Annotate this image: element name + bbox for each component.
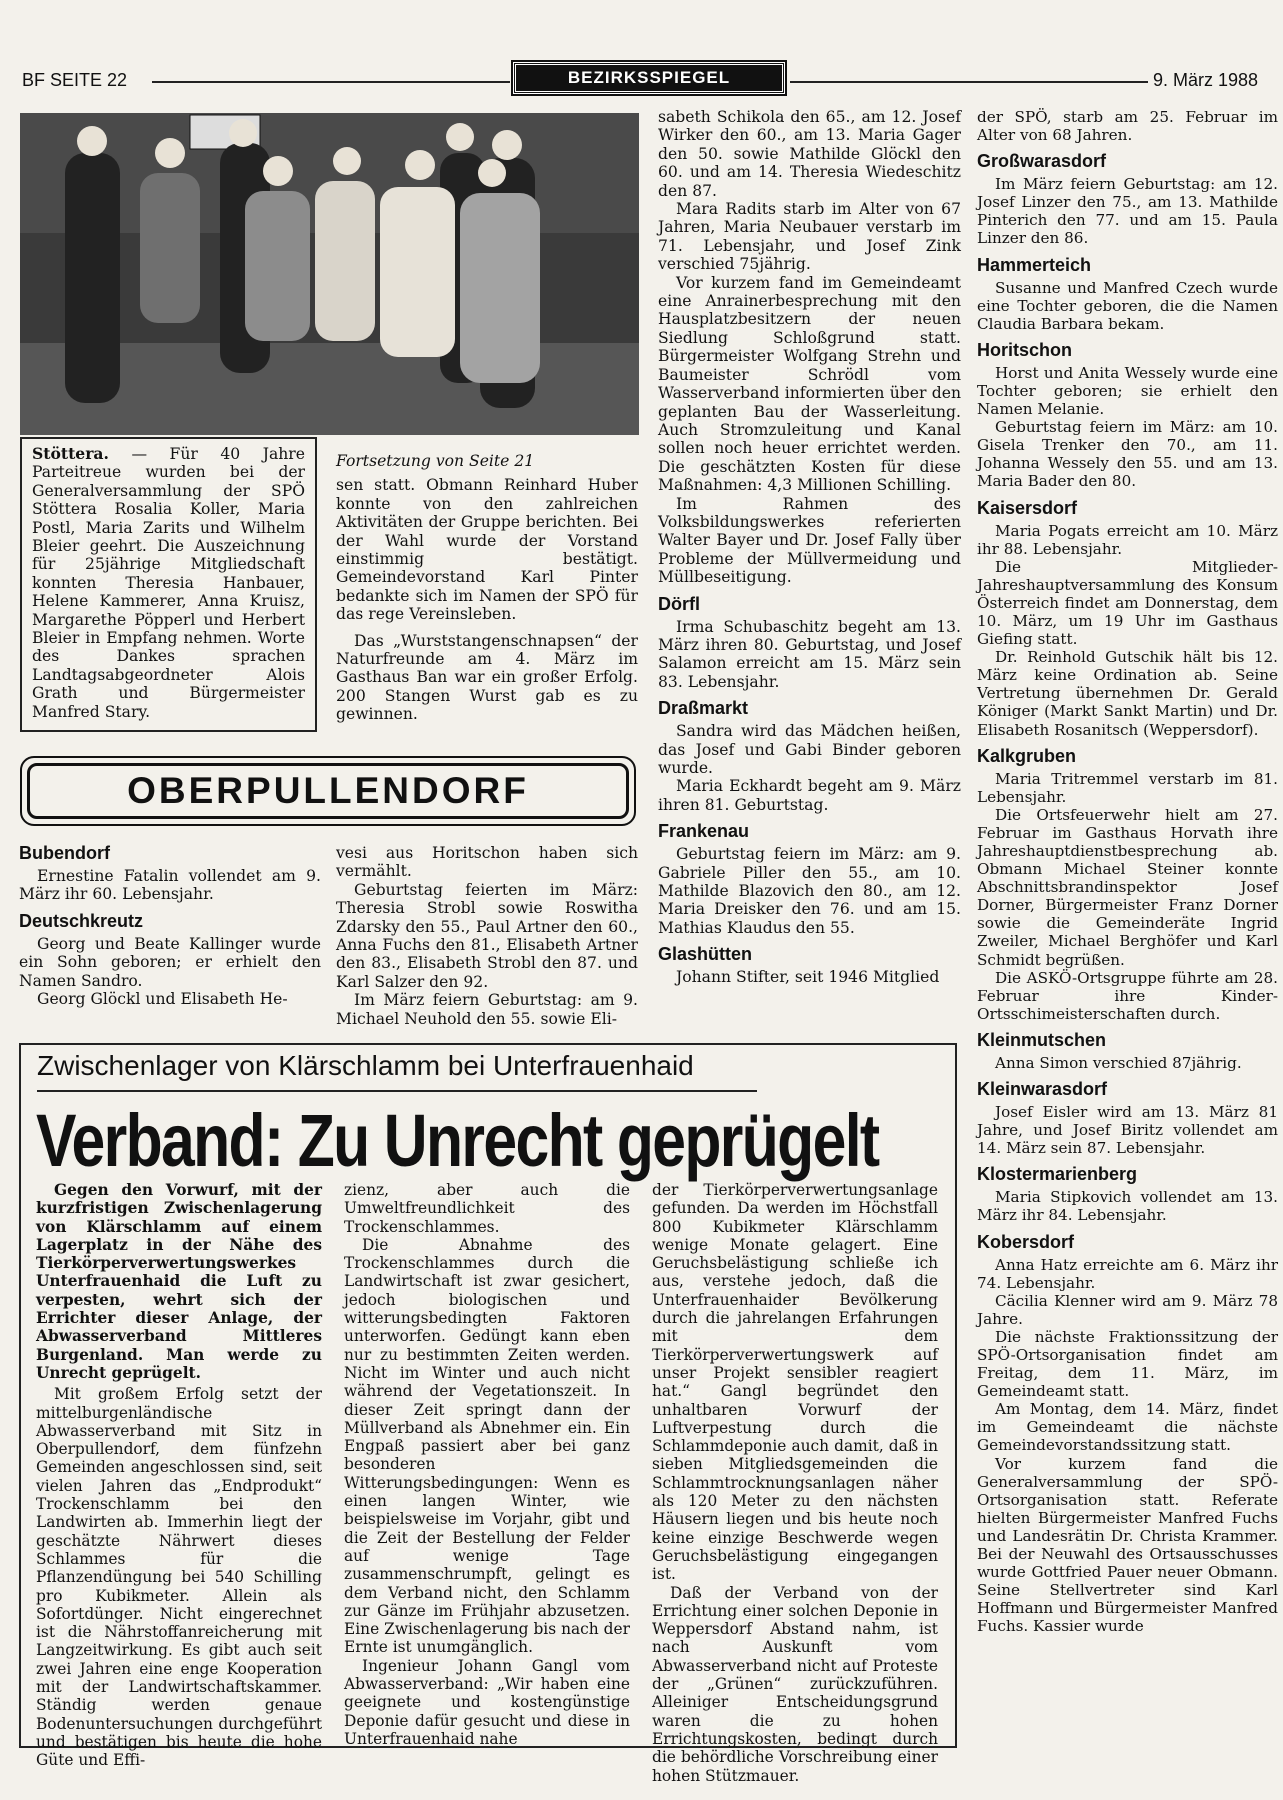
paragraph: Vor kurzem fand im Gemeindeamt eine Anrainerbesprechung mit den Hausplatzbesitzern der neuen Siedlung Schloßgrund statt. Bürgermeister Wolfgang Strehn und Baumeister Schrödl vom Wasserverband informierten über den geplanten Bau der Wasserleitung. Auch Stromzuleitung und Kanal sollen noch heuer errichtet werden. Die geschätzten Kosten für diese Maßnahmen: 4,3 Millionen Schilling.	[658, 273, 961, 495]
photo-caption	[20, 437, 317, 732]
article-lead: Gegen den Vorwurf, mit der kurzfristigen Zwischenlagerung von Klärschlamm auf einem Lagerplatz in der Nähe des Tierkörperverwertungswerkes Unterfrauenhaid die Luft zu verpesten, wehrt sich der Errichter dieser Anlage, der Abwasserverband Mittleres Burgenland. Man werde zu Unrecht geprügelt.	[36, 1181, 322, 1382]
paragraph: Daß der Verband von der Errichtung einer solchen Deponie in Weppersdorf Abstand nahm, ist nach Auskunft vom Abwasserverband nicht auf Proteste der „Grünen“ zurückzuführen. Alleiniger Entscheidungsgrund waren die zu hohen Errichtungskosten, bedingt durch die behördliche Vorschreibung einer hohen Stützmauer.	[652, 1583, 938, 1785]
paragraph: Irma Schubaschitz begeht am 13. März ihren 80. Geburtstag, und Josef Salamon erreicht am 15. März sein 83. Lebensjahr.	[658, 617, 961, 691]
column-3	[658, 108, 961, 987]
column-continuation	[336, 452, 638, 724]
section-title: BEZIRKSSPIEGEL	[513, 62, 785, 94]
town-heading: Hammerteich	[977, 254, 1092, 275]
town-heading: Draßmarkt	[658, 698, 749, 719]
paragraph: Im März feiern Geburtstag: am 12. Josef Linzer den 75., am 13. Mathilde Pinterich den 77. und am 15. Paula Linzer den 86.	[977, 175, 1278, 248]
paragraph: Am Montag, dem 14. März, findet im Gemeindeamt die nächste Gemeindevorstandssitzung statt.	[977, 1400, 1278, 1455]
caption-place: Stöttera.	[32, 444, 109, 463]
town-heading: Deutschkreutz	[19, 910, 144, 931]
kicker-underline	[37, 1090, 757, 1092]
town-heading: Kleinmutschen	[977, 1029, 1107, 1050]
paragraph: der Tierkörperverwertungsanlage gefunden. Da werden im Höchstfall 800 Kubikmeter Klärschlamm wenige Monate gelagert. Eine Geruchsbelästigung schließe ich aus, verstehe jedoch, daß die Unterfrauenhaider Bevölkerung durch die jahrelangen Erfahrungen mit dem Tierkörperverwertungswerk auf unser Projekt sensibler reagiert hat.“ Gangl begründet den unhaltbaren Vorwurf der Luftverpestung durch die Schlammdeponie auch damit, daß in sieben Mitgliedsgemeinden die Schlammtrocknungsanlagen näher als 120 Meter zu den nächsten Häusern liegen und bis heute noch keine einzige Beschwerde wegen Geruchsbelästigung eingegangen ist.	[652, 1181, 938, 1584]
town-heading: Kaisersdorf	[977, 497, 1078, 518]
paragraph: sen statt. Obmann Reinhard Huber konnte von den zahlreichen Aktivitäten der Gruppe berichten. Bei der Wahl wurde der Vorstand einstimmig bestätigt. Gemeindevorstand Karl Pinter bedankte sich im Namen der SPÖ für das rege Vereinsleben.	[336, 476, 638, 624]
paragraph: Die Mitglieder-Jahreshauptversammlung des Konsum Österreich findet am Donnerstag, dem 10. März, um 19 Uhr im Gasthaus Giefing statt.	[977, 557, 1278, 649]
article-headline: Verband: Zu Unrecht geprügelt	[36, 1099, 879, 1182]
paragraph: vesi aus Horitschon haben sich vermählt.	[336, 844, 638, 881]
town-heading: Kobersdorf	[977, 1231, 1075, 1252]
article-col-1	[36, 1181, 322, 1770]
region-banner-title: OBERPULLENDORF	[27, 763, 629, 819]
paragraph: Im März feiern Geburtstag: am 9. Michael Neuhold den 55. sowie Eli-	[336, 991, 638, 1028]
header-rule-right	[790, 81, 1148, 83]
column-4	[977, 108, 1278, 1635]
paragraph: Geburtstag feiern im März: am 9. Gabriele Piller den 55., am 10. Mathilde Blazovich den 80., am 12. Maria Dreisker den 76. und am 15. Mathias Klaudus den 55.	[658, 845, 961, 937]
paragraph: Maria Pogats erreicht am 10. März ihr 88. Lebensjahr.	[977, 521, 1278, 558]
paragraph: Johann Stifter, seit 1946 Mitglied	[676, 968, 940, 987]
paragraph: Die nächste Fraktionssitzung der SPÖ-Ortsorganisation findet am Freitag, dem 11. März, im Gemeindeamt statt.	[977, 1327, 1278, 1401]
paragraph: Mit großem Erfolg setzt der mittelburgenländische Abwasserverband mit Sitz in Oberpullendorf, dem fünfzehn Gemeinden angeschlossen sind, seit vielen Jahren das „Endprodukt“ Trockenschlamm bei den Landwirten ab. Immerhin liegt der geschätzte Nährwert dieses Schlammes für die Pflanzendüngung bei 540 Schilling pro Kubikmeter. Allein als Sofortdünger. Nicht eingerechnet ist die Nährstoffanreicherung mit Langzeitwirkung. Es gibt auch seit zwei Jahren eine enge Kooperation mit der Landwirtschaftskammer. Ständig werden genaue Bodenuntersuchungen durchgeführt und bestätigen bis heute die hohe Güte und Effi-	[36, 1385, 322, 1770]
town-heading: Frankenau	[658, 821, 750, 842]
town-heading: Kleinwarasdorf	[977, 1079, 1108, 1100]
paragraph: Im Rahmen des Volksbildungswerkes referierten Walter Bayer und Dr. Josef Fally über Probleme der Müllvermeidung und Müllbeseitigung.	[658, 494, 961, 587]
paragraph: Georg und Beate Kallinger wurde ein Sohn geboren; er erhielt den Namen Sandro.	[19, 934, 321, 990]
caption-text: — Für 40 Jahre Parteitreue wurden bei der Generalversammlung der SPÖ Stöttera Rosalia Koller, Maria Postl, Maria Zarits und Wilhelm Bleier geehrt. Die Auszeichnung für 25jährige Mitgliedschaft konnten Theresia Hanbauer, Helene Kammerer, Anna Kruisz, Margarethe Pöpperl und Herbert Bleier in Empfang nehmen. Worte des Dankes sprachen Landtagsabgeordneter Alois Grath und Bürgermeister Manfred Stary.	[32, 445, 305, 721]
paragraph: Anna Simon verschied 87jährig.	[995, 1053, 1242, 1072]
region-banner	[20, 756, 636, 826]
paragraph: Geburtstag feiern im März: am 10. Gisela Trenker den 70., am 11. Johanna Wessely den 55. und am 13. Maria Bader den 80.	[977, 418, 1278, 491]
paragraph: Vor kurzem fand die Generalversammlung der SPÖ-Ortsorganisation statt. Referate hielten Bürgermeister Manfred Fuchs und Landesrätin Dr. Christa Krammer. Bei der Neuwahl des Ortsausschusses wurde Gottfried Pauer neuer Obmann. Seine Stellvertreter sind Karl Hoffmann und Bürgermeister Manfred Fuchs. Kassier wurde	[977, 1454, 1278, 1636]
paragraph: zienz, aber auch die Umweltfreundlichkeit des Trockenschlammes.	[344, 1181, 630, 1236]
page-number: BF SEITE 22	[22, 70, 128, 90]
group-photo	[20, 113, 639, 435]
town-heading: Bubendorf	[19, 843, 110, 863]
paragraph: Ingenieur Johann Gangl vom Abwasserverband: „Wir haben eine geeignete und kostengünstige Deponie dafür gesucht und diese in Unterfrauenhaid nahe	[344, 1656, 630, 1748]
paragraph: Die ASKÖ-Ortsgruppe führte am 28. Februar ihre Kinder-Ortsschimeisterschaften durch.	[977, 968, 1278, 1023]
town-heading: Dörfl	[658, 593, 700, 614]
paragraph: Maria Tritremmel verstarb im 81. Lebensjahr.	[977, 769, 1278, 806]
paragraph: Anna Hatz erreichte am 6. März ihr 74. Lebensjahr.	[977, 1255, 1278, 1292]
article-kicker: Zwischenlager von Klärschlamm bei Unterfrauenhaid	[37, 1050, 694, 1081]
paragraph: Georg Glöckl und Elisabeth He-	[37, 990, 288, 1009]
paragraph: Susanne und Manfred Czech wurde eine Tochter geboren, die die Namen Claudia Barbara bekam.	[977, 278, 1278, 333]
article-col-3	[652, 1181, 938, 1785]
header-rule-left	[152, 81, 510, 83]
town-heading: Horitschon	[977, 339, 1073, 360]
paragraph: Die Ortsfeuerwehr hielt am 27. Februar im Gasthaus Horvath ihre Jahreshauptdienstbesprechung ab. Obmann Michael Steiner konnte Abschnittsbrandinspektor Josef Dorner, Bürgermeister Franz Dorner sowie die Gemeinderäte Ingrid Zweiler, Michael Berghöfer und Karl Schmidt begrüßen.	[977, 805, 1278, 969]
article-col-2	[344, 1181, 630, 1748]
oberpullendorf-col-1	[19, 842, 321, 1008]
paragraph: Ernestine Fatalin vollendet am 9. März ihr 60. Lebensjahr.	[19, 867, 321, 904]
paragraph: Mara Radits starb im Alter von 67 Jahren, Maria Neubauer verstarb im 71. Lebensjahr, und Josef Zink verschied 75jährig.	[658, 200, 961, 274]
paragraph: sabeth Schikola den 65., am 12. Josef Wirker den 60., am 13. Maria Gager den 50. sowie Mathilde Glöckl den 60. und am 14. Theresia Wiedeschitz den 87.	[658, 108, 961, 200]
paragraph: Cäcilia Klenner wird am 9. März 78 Jahre.	[977, 1291, 1278, 1328]
paragraph: der SPÖ, starb am 25. Februar im Alter von 68 Jahren.	[977, 108, 1278, 145]
paragraph: Maria Stipkovich vollendet am 13. März ihr 84. Lebensjahr.	[977, 1188, 1278, 1225]
paragraph: Horst und Anita Wessely wurde eine Tochter geboren; sie erhielt den Namen Melanie.	[977, 363, 1278, 419]
paragraph: Die Abnahme des Trockenschlammes durch die Landwirtschaft ist zwar gesichert, jedoch biologischen und witterungsbedingten Faktoren unterworfen. Gedüngt kann eben nur zu bestimmten Zeiten werden. Nicht im Winter und auch nicht während der Vegetationszeit. In dieser Zeit springt dann der Müllverband als Abnehmer ein. Ein Engpaß passiert aber bei ganz besonderen Witterungsbedingungen: Wenn es einen langen Winter, wie beispielsweise im Vorjahr, gibt und die Zeit der Bestellung der Felder auf wenige Tage zusammenschrumpft, gelingt es dem Verband nicht, den Schlamm zur Gänze im Frühjahr abzusetzen. Eine Zwischenlagerung bis nach der Ernte ist unumgänglich.	[344, 1235, 630, 1657]
continuation-note: Fortsetzung von Seite 21	[336, 452, 535, 470]
paragraph: Josef Eisler wird am 13. März 81 Jahre, und Josef Biritz vollendet am 14. März sein 87. Lebensjahr.	[977, 1103, 1278, 1158]
oberpullendorf-col-2	[336, 844, 638, 1028]
town-heading: Glashütten	[658, 944, 753, 965]
town-heading: Klostermarienberg	[977, 1164, 1138, 1185]
paragraph: Das „Wurststangenschnapsen“ der Naturfreunde am 4. März im Gasthaus Ban war ein großer Erfolg. 200 Stangen Wurst gab es zu gewinnen.	[336, 631, 638, 724]
town-heading: Großwarasdorf	[977, 151, 1107, 172]
paragraph: Dr. Reinhold Gutschik hält bis 12. März keine Ordination ab. Seine Vertretung übernehmen Dr. Gerald Königer (Markt Sankt Martin) und Dr. Elisabeth Rosanitsch (Weppersdorf).	[977, 648, 1278, 739]
paragraph: Geburtstag feierten im März: Theresia Strobl sowie Roswitha Zdarsky den 55., Paul Artner den 60., Anna Fuchs den 81., Elisabeth Artner den 83., Elisabeth Strobl den 87. und Karl Salzer den 92.	[336, 880, 638, 991]
issue-date: 9. März 1988	[1153, 70, 1259, 90]
town-heading: Kalkgruben	[977, 745, 1077, 766]
paragraph: Maria Eckhardt begeht am 9. März ihren 81. Geburtstag.	[658, 777, 961, 814]
paragraph: Sandra wird das Mädchen heißen, das Josef und Gabi Binder geboren wurde.	[658, 722, 961, 777]
